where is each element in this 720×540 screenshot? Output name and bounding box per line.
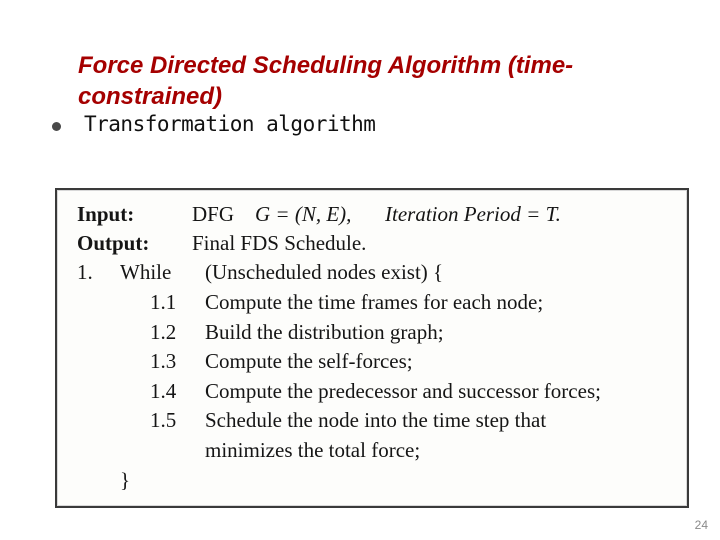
- while-keyword: While: [120, 260, 172, 284]
- output-value: Final FDS Schedule.: [192, 231, 367, 255]
- output-label: Output:: [77, 231, 150, 255]
- page-number: 24: [694, 518, 708, 532]
- step-number: 1.2: [150, 320, 177, 344]
- step-number: 1.5: [150, 408, 177, 432]
- step-number: 1.3: [150, 349, 177, 373]
- step-text: Compute the predecessor and successor forces;: [205, 379, 601, 403]
- input-value-prefix: DFG: [192, 202, 235, 226]
- step-number: 1.4: [150, 379, 177, 403]
- bullet-item: [52, 112, 375, 136]
- input-label: Input:: [77, 202, 135, 226]
- step-text: Schedule the node into the time step that: [205, 408, 547, 432]
- input-formula: G = (N, E),: [255, 202, 352, 226]
- algorithm-image: [55, 188, 689, 508]
- step-continuation: minimizes the total force;: [205, 438, 421, 462]
- bullet-text: Transformation algorithm: [84, 112, 376, 136]
- step-text: Compute the self-forces;: [205, 349, 413, 373]
- while-condition: (Unscheduled nodes exist) {: [205, 260, 444, 284]
- closing-brace: }: [120, 468, 131, 492]
- while-number: 1.: [77, 260, 93, 284]
- step-number: 1.1: [150, 290, 177, 314]
- step-text: Compute the time frames for each node;: [205, 290, 544, 314]
- bullet-dot-icon: [52, 122, 61, 131]
- slide-title: Force Directed Scheduling Algorithm (time-constrained): [78, 52, 574, 110]
- step-text: Build the distribution graph;: [205, 320, 444, 344]
- input-iteration: Iteration Period = T.: [385, 202, 561, 226]
